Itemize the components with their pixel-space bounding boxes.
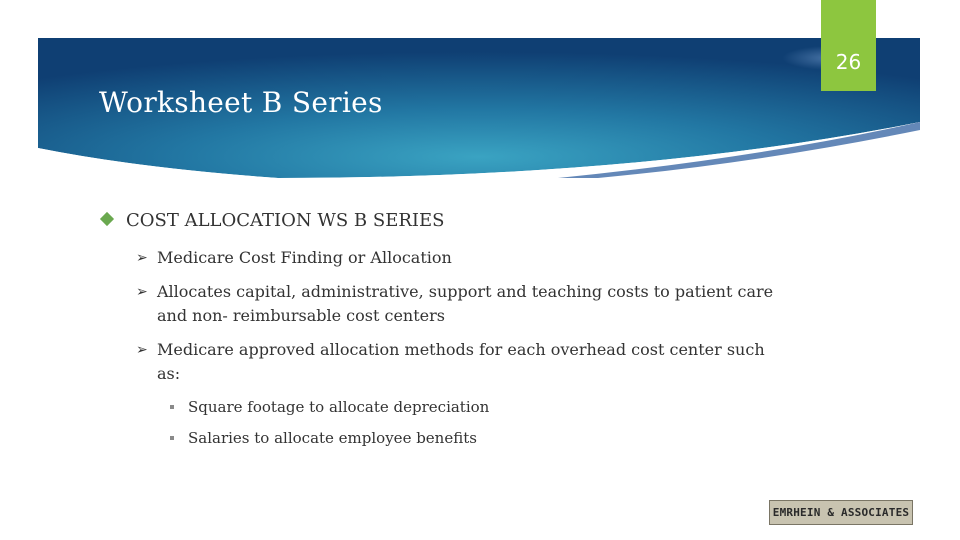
square-bullet-icon [170, 405, 174, 409]
square-bullet-icon [170, 436, 174, 440]
bullet-text: Allocates capital, administrative, support and teaching costs to patient care and non- reimbursable cost centers [157, 282, 774, 325]
company-logo: EMRHEIN & ASSOCIATES [769, 500, 913, 525]
bullet-text: Medicare approved allocation methods for each overhead cost center such as: [157, 340, 765, 383]
bullet-text: Medicare Cost Finding or Allocation [157, 248, 452, 267]
bullet-text: Salaries to allocate employee benefits [188, 429, 477, 447]
slide-title: Worksheet B Series [99, 86, 383, 119]
diamond-bullet-icon [100, 212, 114, 226]
arrow-bullet-icon: ➢ [136, 284, 148, 300]
bullet-heading: COST ALLOCATION WS B SERIES [126, 210, 445, 231]
arrow-bullet-icon: ➢ [136, 342, 148, 358]
arrow-bullet-icon: ➢ [136, 250, 148, 266]
page-number: 26 [835, 50, 862, 74]
bullet-text: Square footage to allocate depreciation [188, 398, 490, 416]
